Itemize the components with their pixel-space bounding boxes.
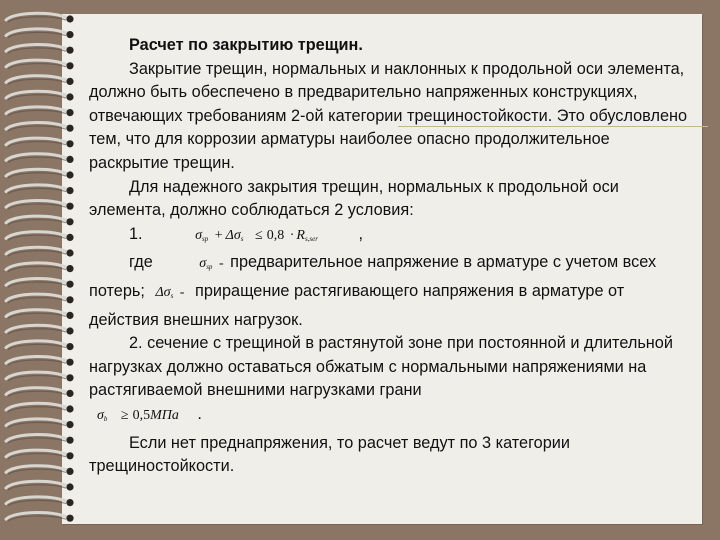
spiral-ring bbox=[6, 450, 74, 459]
condition-1-number: 1. bbox=[129, 224, 143, 243]
spiral-ring bbox=[6, 419, 74, 428]
formula-sigma-sp: $\sigma_{sp}$ - bbox=[199, 256, 224, 272]
formula-delta-sigma-s: $\Delta\sigma_s$ - bbox=[155, 284, 185, 300]
formula-condition-1: $\sigma_{sp} + \Delta\sigma_s \le 0,8 \cdot R_{s,ser}$ bbox=[195, 227, 318, 243]
spiral-ring bbox=[6, 466, 74, 475]
spiral-ring bbox=[6, 341, 74, 350]
spiral-ring bbox=[6, 154, 74, 163]
spiral-ring bbox=[6, 185, 74, 194]
spiral-ring bbox=[6, 481, 74, 490]
spiral-ring bbox=[6, 325, 74, 334]
spiral-ring bbox=[6, 279, 74, 288]
spiral-ring bbox=[6, 247, 74, 256]
spiral-ring bbox=[6, 403, 74, 412]
spiral-ring bbox=[6, 91, 74, 100]
paragraph-2: Для надежного закрытия трещин, нормальных к продольной оси элемента, должно соблюдаться 2 условия: bbox=[89, 177, 619, 220]
paragraph-3: Если нет преднапряжения, то расчет ведут по 3 категории трещиностойкости. bbox=[89, 433, 570, 476]
spiral-ring bbox=[6, 138, 74, 147]
spiral-binding-icon bbox=[0, 10, 80, 530]
formula-condition-2: $\sigma_b \ge 0,5МПа$ bbox=[97, 407, 179, 423]
document-body bbox=[89, 34, 689, 479]
condition-1-comma: , bbox=[358, 224, 364, 243]
formula-condition-2-line: $\sigma_b \ge 0,5МПа$ . bbox=[89, 403, 689, 432]
spiral-ring bbox=[6, 60, 74, 69]
spiral-ring bbox=[6, 310, 74, 319]
spiral-ring bbox=[6, 107, 74, 116]
spiral-ring bbox=[6, 13, 74, 22]
spiral-ring bbox=[6, 263, 74, 272]
spiral-ring bbox=[6, 123, 74, 132]
losses-line: потерь; $\Delta\sigma_s$ - приращение растягивающего напряжения в арматуре от действия внешних нагрузок. bbox=[89, 281, 625, 329]
spiral-ring bbox=[6, 76, 74, 85]
spiral-ring bbox=[6, 388, 74, 397]
spiral-ring bbox=[6, 169, 74, 178]
spiral-ring bbox=[6, 513, 74, 522]
spiral-ring bbox=[6, 232, 74, 241]
spiral-ring bbox=[6, 372, 74, 381]
spiral-ring bbox=[6, 201, 74, 210]
condition-2: 2. сечение с трещиной в растянутой зоне при постоянной и длительной нагрузках должно оставаться обжатым с нормальными напряжениями на растягиваемой внешними нагрузками грани bbox=[89, 334, 673, 400]
spiral-ring bbox=[6, 29, 74, 38]
spiral-ring bbox=[6, 294, 74, 303]
spiral-ring bbox=[6, 45, 74, 54]
condition-1 bbox=[89, 223, 689, 252]
paragraph-1: Закрытие трещин, нормальных и наклонных к продольной оси элемента, должно быть обеспечено в предварительно напряженных конструкциях, отвечающих требованиям 2-ой категории трещиностойкости. Это обусловлено тем, что для коррозии арматуры наиболее опасно продолжительное раскрытие трещин. bbox=[89, 59, 688, 172]
spiral-ring bbox=[6, 216, 74, 225]
spiral-ring bbox=[6, 435, 74, 444]
spiral-ring bbox=[6, 357, 74, 366]
where-line: где $\sigma_{sp}$ - предварительное напряжение в арматуре с учетом всех bbox=[89, 251, 689, 280]
spiral-ring bbox=[6, 497, 74, 506]
section-title: Расчет по закрытию трещин. bbox=[129, 36, 363, 54]
